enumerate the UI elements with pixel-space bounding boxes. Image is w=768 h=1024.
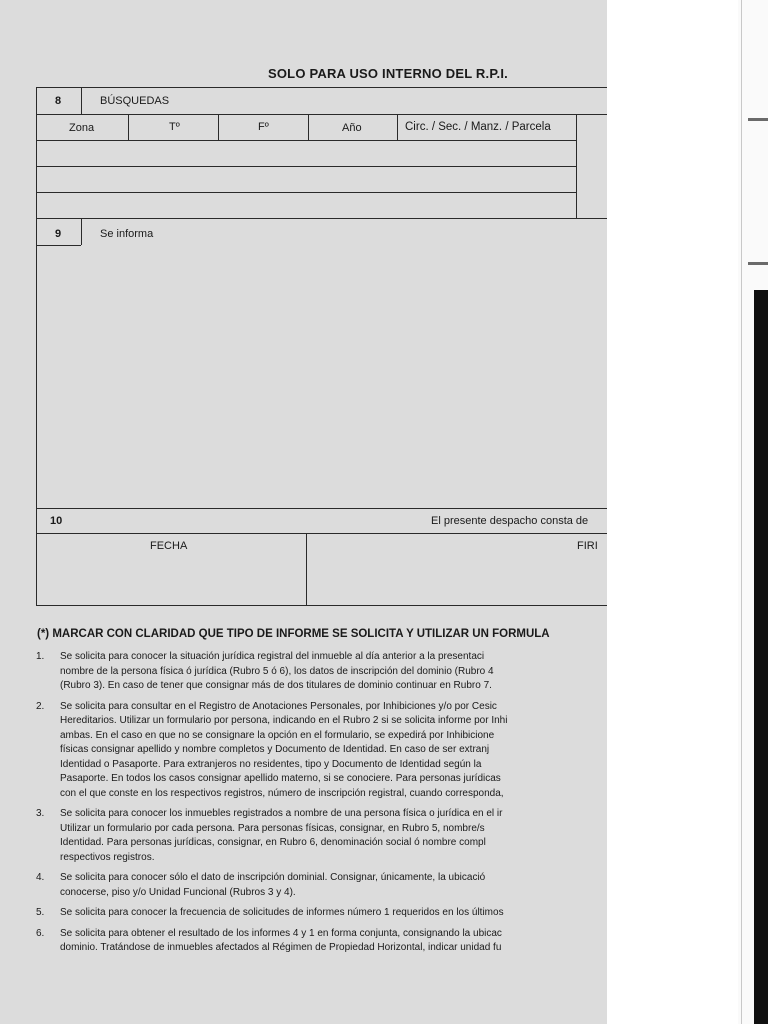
despacho-note: El presente despacho consta de [431, 515, 589, 527]
instruction-item [36, 700, 606, 802]
instruction-text-line: con el que conste en los respectivos registros, número de inscripción registral, cuando corresponda, [60, 787, 504, 799]
instruction-text-line: Identidad. Para personas jurídicas, consignar, en Rubro 6, denominación social ó nombre compl [60, 837, 486, 848]
firma-label: FIRI [577, 540, 598, 552]
cell-divider [306, 533, 307, 605]
cell-divider [128, 114, 129, 140]
edge-mark [748, 262, 768, 265]
section-9-label: Se informa [100, 228, 154, 240]
instruction-text-line: Se solicita para conocer la situación jurídica registral del inmueble al día anterior a la presentaci [60, 651, 485, 662]
scan-shadow [754, 290, 768, 1024]
instruction-text-line: Se solicita para obtener el resultado de los informes 4 y 1 en forma conjunta, consignando la ubicac [60, 927, 502, 939]
instruction-text-line: (Rubro 3). En caso de tener que consignar más de dos titulares de dominio continuar en Rubro 7. [60, 680, 492, 691]
instruction-number: 5. [36, 907, 45, 918]
instruction-number: 2. [36, 700, 45, 712]
instruction-number: 6. [36, 927, 45, 939]
instruction-item [36, 807, 606, 865]
instruction-text-line: conocerse, piso y/o Unidad Funcional (Rubros 3 y 4). [60, 886, 296, 898]
left-border [36, 87, 37, 605]
edge-line [741, 0, 742, 1024]
instruction-text-line: Se solicita para conocer la frecuencia de solicitudes de informes número 1 requeridos en los últimos [60, 907, 504, 918]
rule-line [36, 140, 576, 141]
cell-divider [308, 114, 309, 140]
instruction-item [36, 927, 606, 956]
column-zona: Zona [69, 122, 95, 134]
rule-line [36, 605, 607, 606]
section-8-number: 8 [55, 95, 62, 107]
instruction-text-line: Utilizar un formulario por cada persona. Para personas físicas, consignar, en Rubro 5, nombre/s [60, 822, 485, 834]
section-9-number: 9 [55, 228, 62, 240]
instructions-list [36, 650, 606, 962]
column-tomo: Tº [169, 121, 180, 133]
instruction-text-line: respectivos registros. [60, 851, 155, 863]
instruction-text-line: Se solicita para conocer sólo el dato de inscripción dominial. Consignar, únicamente, la ubicació [60, 872, 486, 883]
instruction-text-line: físicas consignar apellido y nombre completos y Documento de Identidad. En caso de ser extranj [60, 744, 490, 755]
rule-line [36, 245, 81, 246]
column-folio: Fº [258, 121, 269, 133]
rule-line [36, 114, 607, 115]
column-parcela: Circ. / Sec. / Manz. / Parcela [405, 121, 551, 133]
rule-line [36, 192, 576, 193]
column-anio: Año [342, 122, 362, 134]
instruction-text-line: Pasaporte. En todos los casos consignar apellido materno, si se conociere. Para personas jurídicas [60, 773, 501, 784]
cell-divider [81, 87, 82, 114]
instruction-text-line: Identidad o Pasaporte. Para extranjeros no residentes, tipo y Documento de Identidad según la [60, 758, 482, 770]
rule-line [36, 166, 576, 167]
instruction-text-line: dominio. Tratándose de inmuebles afectados al Régimen de Propiedad Horizontal, indicar unidad fu [60, 942, 502, 953]
instruction-number: 1. [36, 651, 45, 662]
instructions-heading: (*) MARCAR CON CLARIDAD QUE TIPO DE INFORME SE SOLICITA Y UTILIZAR UN FORMULA [37, 628, 550, 640]
fecha-label: FECHA [150, 540, 188, 552]
cell-divider [576, 114, 577, 218]
rule-line [36, 533, 607, 534]
section-10-number: 10 [50, 515, 63, 527]
instruction-text-line: nombre de la persona física ó jurídica (Rubro 5 ó 6), los datos de inscripción del dominio (Rubro 4 [60, 665, 494, 677]
instruction-number: 3. [36, 808, 45, 819]
instruction-item [36, 871, 606, 900]
instruction-item [36, 906, 606, 921]
instruction-item [36, 650, 606, 694]
edge-mark [748, 118, 768, 121]
rule-line [36, 87, 607, 88]
instruction-text-line: Se solicita para consultar en el Registro de Anotaciones Personales, por Inhibiciones y/o por Cesic [60, 700, 497, 712]
rule-line [36, 218, 607, 219]
cell-divider [81, 218, 82, 245]
rule-line [36, 508, 607, 509]
instruction-number: 4. [36, 872, 45, 883]
instruction-text-line: Hereditarios. Utilizar un formulario por persona, indicando en el Rubro 2 si se solicita informe por Inhi [60, 715, 508, 726]
instruction-text-line: ambas. En el caso en que no se consignare la opción en el formulario, se expedirá por Inhibicione [60, 729, 495, 741]
section-8-label: BÚSQUEDAS [100, 95, 170, 107]
scan-edge [738, 0, 768, 1024]
instruction-text-line: Se solicita para conocer los inmuebles registrados a nombre de una persona física o jurídica en el ir [60, 808, 503, 819]
cell-divider [397, 114, 398, 140]
cell-divider [218, 114, 219, 140]
form-title: SOLO PARA USO INTERNO DEL R.P.I. [268, 66, 508, 81]
